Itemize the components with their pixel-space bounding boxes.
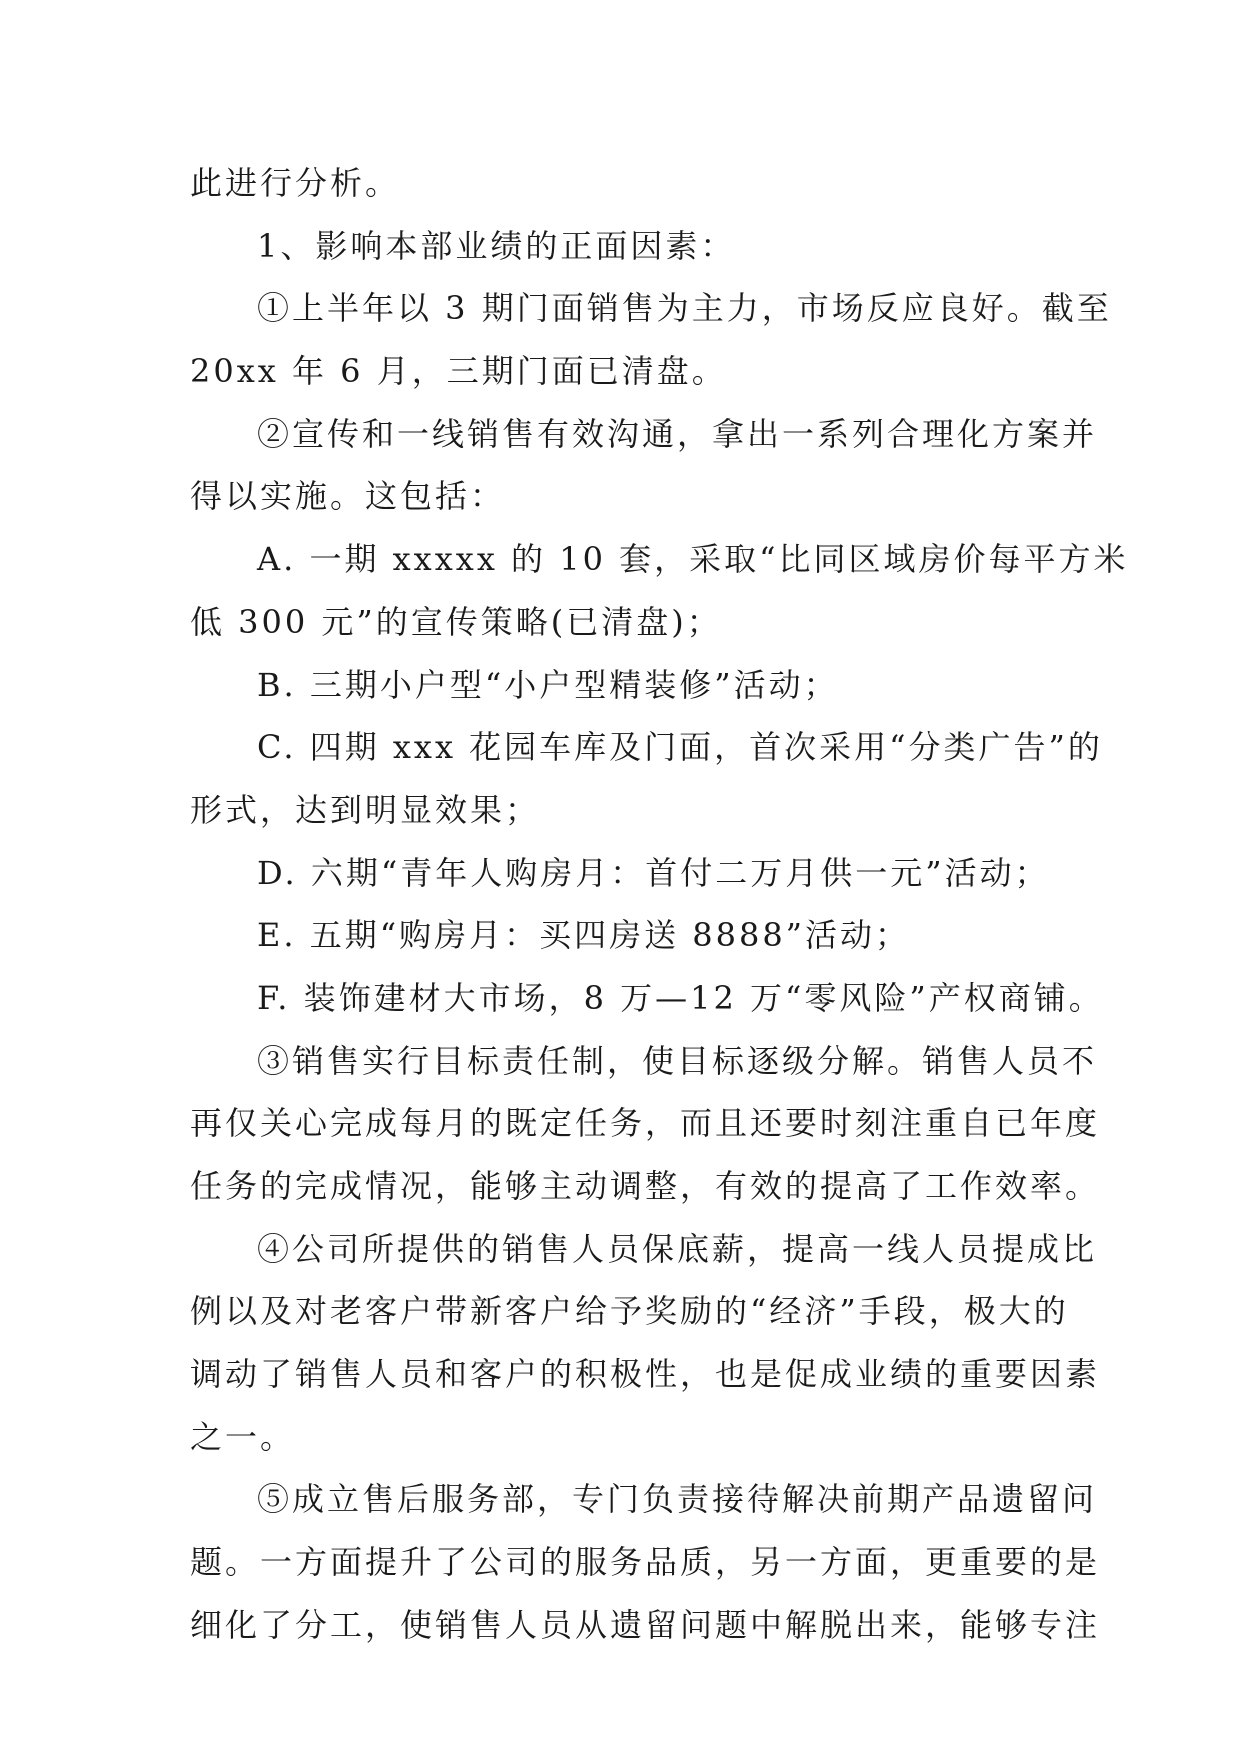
text-line: D. 六期“青年人购房月：首付二万月供一元”活动； bbox=[257, 853, 1050, 892]
text-line: 20xx 年 6 月，三期门面已清盘。 bbox=[190, 352, 727, 391]
text-line: 任务的完成情况，能够主动调整，有效的提高了工作效率。 bbox=[190, 1167, 1101, 1205]
document-body bbox=[190, 152, 1129, 1657]
text-line: 此进行分析。 bbox=[190, 164, 401, 202]
text-line: ①上半年以 3 期门面销售为主力，市场反应良好。截至 bbox=[257, 289, 1112, 328]
text-line: ④公司所提供的销售人员保底薪，提高一线人员提成比 bbox=[257, 1229, 1098, 1268]
text-line: C. 四期 xxx 花园车库及门面，首次采用“分类广告”的 bbox=[257, 728, 1103, 767]
text-line: 得以实施。这包括： bbox=[190, 477, 506, 516]
text-line: 细化了分工，使销售人员从遗留问题中解脱出来，能够专注 bbox=[190, 1605, 1101, 1644]
text-line: B. 三期小户型“小户型精装修”活动； bbox=[257, 665, 839, 704]
text-line: 形式，达到明显效果； bbox=[190, 790, 541, 829]
text-line: E. 五期“购房月：买四房送 8888”活动； bbox=[257, 916, 911, 955]
text-line: 再仅关心完成每月的既定任务，而且还要时刻注重自已年度 bbox=[190, 1104, 1101, 1143]
text-line: A. 一期 xxxxx 的 10 套，采取“比同区域房价每平方米 bbox=[257, 540, 1129, 579]
text-line: ②宣传和一线销售有效沟通，拿出一系列合理化方案并 bbox=[257, 414, 1098, 453]
text-line: F. 装饰建材大市场，8 万—12 万“零风险”产权商铺。 bbox=[257, 978, 1104, 1017]
text-line: 1、影响本部业绩的正面因素： bbox=[257, 226, 736, 265]
text-line: 之一。 bbox=[190, 1417, 296, 1456]
text-line: 调动了销售人员和客户的积极性，也是促成业绩的重要因素 bbox=[190, 1355, 1101, 1394]
text-line: 题。一方面提升了公司的服务品质，另一方面，更重要的是 bbox=[190, 1543, 1101, 1582]
text-line: ③销售实行目标责任制，使目标逐级分解。销售人员不 bbox=[257, 1041, 1098, 1080]
text-line: 例以及对老客户带新客户给予奖励的“经济”手段，极大的 bbox=[190, 1292, 1069, 1331]
text-line: ⑤成立售后服务部，专门负责接待解决前期产品遗留问 bbox=[257, 1480, 1098, 1519]
text-line: 低 300 元”的宣传策略(已清盘)； bbox=[190, 602, 722, 641]
